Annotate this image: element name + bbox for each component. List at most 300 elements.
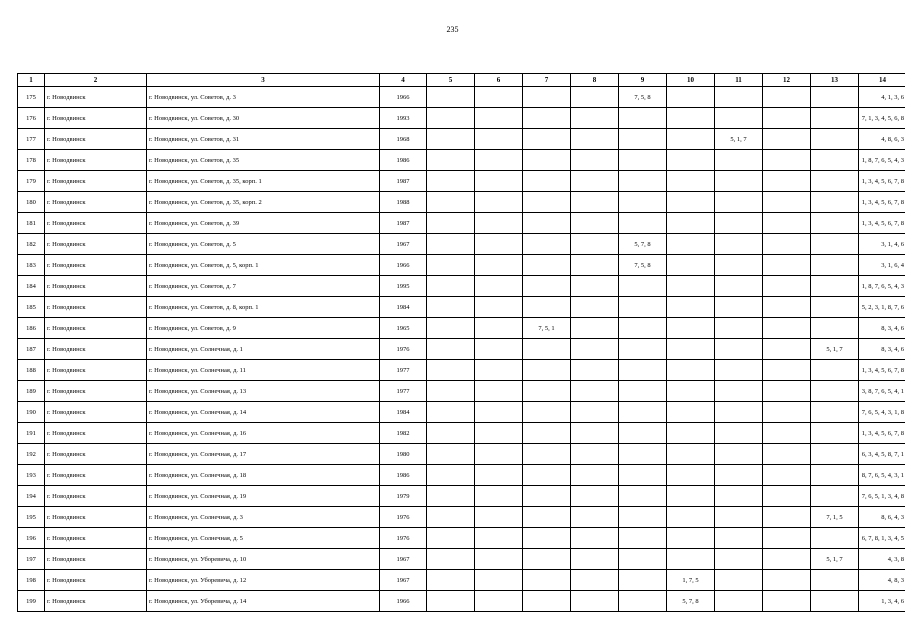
table-cell-col-11 [715, 108, 763, 129]
table-cell-col-3: г. Новодвинск, ул. Солнечная, д. 5 [147, 528, 380, 549]
column-header-11: 11 [715, 74, 763, 87]
table-cell-col-3: г. Новодвинск, ул. Советов, д. 3 [147, 87, 380, 108]
table-cell-col-12 [763, 528, 811, 549]
table-cell-col-6 [475, 129, 523, 150]
table-row [18, 360, 905, 381]
table-cell-col-12 [763, 129, 811, 150]
table-cell-col-5 [427, 129, 475, 150]
table-cell-col-8 [571, 423, 619, 444]
table-cell-col-12 [763, 570, 811, 591]
table-cell-col-1: 183 [18, 255, 45, 276]
column-header-4: 4 [380, 74, 427, 87]
table-cell-col-14: 4, 1, 3, 6 [859, 87, 905, 108]
table-cell-col-3: г. Новодвинск, ул. Советов, д. 5, корп. 1 [147, 255, 380, 276]
table-cell-col-10 [667, 549, 715, 570]
table-cell-col-9 [619, 171, 667, 192]
table-cell-col-11 [715, 87, 763, 108]
table-cell-col-7 [523, 129, 571, 150]
table-cell-col-5 [427, 276, 475, 297]
table-cell-col-7 [523, 549, 571, 570]
column-header-8: 8 [571, 74, 619, 87]
table-cell-col-2: г. Новодвинск [45, 213, 147, 234]
table-cell-col-4: 1977 [380, 381, 427, 402]
table-cell-col-9 [619, 591, 667, 612]
table-cell-col-13 [811, 87, 859, 108]
table-cell-col-10 [667, 87, 715, 108]
table-cell-col-14: 3, 8, 7, 6, 5, 4, 1 [859, 381, 905, 402]
table-cell-col-13 [811, 192, 859, 213]
table-cell-col-14: 6, 7, 8, 1, 3, 4, 5 [859, 528, 905, 549]
table-cell-col-11 [715, 255, 763, 276]
table-cell-col-2: г. Новодвинск [45, 507, 147, 528]
table-cell-col-12 [763, 549, 811, 570]
table-cell-col-7 [523, 255, 571, 276]
table-cell-col-4: 1976 [380, 339, 427, 360]
table-cell-col-10 [667, 402, 715, 423]
table-cell-col-4: 1986 [380, 465, 427, 486]
table-cell-col-5 [427, 402, 475, 423]
table-cell-col-6 [475, 150, 523, 171]
table-cell-col-6 [475, 528, 523, 549]
table-cell-col-12 [763, 297, 811, 318]
table-cell-col-8 [571, 507, 619, 528]
table-cell-col-9 [619, 444, 667, 465]
table-cell-col-13 [811, 402, 859, 423]
table-cell-col-6 [475, 318, 523, 339]
table-cell-col-13 [811, 276, 859, 297]
table-cell-col-2: г. Новодвинск [45, 360, 147, 381]
table-cell-col-7 [523, 87, 571, 108]
table-cell-col-7 [523, 192, 571, 213]
table-cell-col-2: г. Новодвинск [45, 423, 147, 444]
table-cell-col-5 [427, 171, 475, 192]
table-cell-col-8 [571, 129, 619, 150]
table-cell-col-9 [619, 381, 667, 402]
table-cell-col-7 [523, 402, 571, 423]
table-cell-col-9 [619, 129, 667, 150]
table-cell-col-6 [475, 402, 523, 423]
table-cell-col-11 [715, 213, 763, 234]
table-cell-col-1: 188 [18, 360, 45, 381]
table-cell-col-6 [475, 360, 523, 381]
table-cell-col-3: г. Новодвинск, ул. Советов, д. 35 [147, 150, 380, 171]
column-header-1: 1 [18, 74, 45, 87]
table-cell-col-10 [667, 150, 715, 171]
table-cell-col-1: 176 [18, 108, 45, 129]
table-cell-col-12 [763, 381, 811, 402]
table-cell-col-14: 4, 8, 3 [859, 570, 905, 591]
table-cell-col-13: 5, 1, 7 [811, 549, 859, 570]
table-cell-col-8 [571, 486, 619, 507]
table-cell-col-3: г. Новодвинск, ул. Солнечная, д. 14 [147, 402, 380, 423]
table-cell-col-13 [811, 528, 859, 549]
table-row [18, 570, 905, 591]
table-cell-col-7 [523, 423, 571, 444]
table-cell-col-2: г. Новодвинск [45, 591, 147, 612]
table-cell-col-7 [523, 360, 571, 381]
table-cell-col-5 [427, 87, 475, 108]
table-cell-col-8 [571, 570, 619, 591]
table-cell-col-6 [475, 339, 523, 360]
table-cell-col-10 [667, 486, 715, 507]
table-cell-col-12 [763, 591, 811, 612]
column-header-14: 14 [859, 74, 905, 87]
table-cell-col-8 [571, 234, 619, 255]
table-cell-col-9: 7, 5, 8 [619, 255, 667, 276]
table-cell-col-8 [571, 150, 619, 171]
table-cell-col-11 [715, 507, 763, 528]
table-cell-col-2: г. Новодвинск [45, 402, 147, 423]
table-cell-col-7 [523, 528, 571, 549]
table-cell-col-11 [715, 444, 763, 465]
table-cell-col-8 [571, 192, 619, 213]
table-cell-col-1: 189 [18, 381, 45, 402]
table-cell-col-7 [523, 486, 571, 507]
table-cell-col-10 [667, 423, 715, 444]
table-body [18, 87, 905, 612]
table-cell-col-13: 7, 1, 5 [811, 507, 859, 528]
table-cell-col-2: г. Новодвинск [45, 129, 147, 150]
table-cell-col-13 [811, 381, 859, 402]
table-cell-col-4: 1966 [380, 255, 427, 276]
table-cell-col-8 [571, 255, 619, 276]
table-cell-col-14: 3, 1, 6, 4 [859, 255, 905, 276]
table-cell-col-10 [667, 213, 715, 234]
table-cell-col-11 [715, 171, 763, 192]
column-header-12: 12 [763, 74, 811, 87]
table-cell-col-3: г. Новодвинск, ул. Советов, д. 7 [147, 276, 380, 297]
table-cell-col-3: г. Новодвинск, ул. Уборевича, д. 10 [147, 549, 380, 570]
table-cell-col-14: 7, 6, 5, 4, 3, 1, 8 [859, 402, 905, 423]
table-cell-col-7 [523, 444, 571, 465]
table-cell-col-13 [811, 129, 859, 150]
table-cell-col-10 [667, 339, 715, 360]
table-cell-col-12 [763, 213, 811, 234]
table-row [18, 171, 905, 192]
table-cell-col-7 [523, 234, 571, 255]
table-cell-col-3: г. Новодвинск, ул. Советов, д. 5 [147, 234, 380, 255]
table-cell-col-10: 1, 7, 5 [667, 570, 715, 591]
table-cell-col-8 [571, 591, 619, 612]
table-cell-col-4: 1977 [380, 360, 427, 381]
register-table [17, 73, 905, 612]
table-cell-col-10: 5, 7, 8 [667, 591, 715, 612]
table-cell-col-13 [811, 234, 859, 255]
table-cell-col-13 [811, 213, 859, 234]
table-cell-col-8 [571, 213, 619, 234]
table-cell-col-6 [475, 171, 523, 192]
table-cell-col-11 [715, 150, 763, 171]
table-cell-col-1: 180 [18, 192, 45, 213]
table-cell-col-8 [571, 276, 619, 297]
table-cell-col-14: 3, 1, 4, 6 [859, 234, 905, 255]
table-row [18, 276, 905, 297]
table-cell-col-2: г. Новодвинск [45, 297, 147, 318]
table-cell-col-5 [427, 150, 475, 171]
table-cell-col-4: 1993 [380, 108, 427, 129]
table-row [18, 150, 905, 171]
table-cell-col-13: 5, 1, 7 [811, 339, 859, 360]
table-cell-col-9: 7, 5, 8 [619, 87, 667, 108]
table-cell-col-8 [571, 339, 619, 360]
table-cell-col-8 [571, 402, 619, 423]
table-cell-col-5 [427, 297, 475, 318]
table-cell-col-6 [475, 423, 523, 444]
table-cell-col-12 [763, 507, 811, 528]
table-cell-col-5 [427, 213, 475, 234]
table-cell-col-12 [763, 444, 811, 465]
table-cell-col-14: 8, 6, 4, 3 [859, 507, 905, 528]
table-cell-col-10 [667, 318, 715, 339]
table-cell-col-5 [427, 423, 475, 444]
table-cell-col-8 [571, 381, 619, 402]
table-cell-col-14: 1, 3, 4, 5, 6, 7, 8 [859, 213, 905, 234]
table-cell-col-13 [811, 150, 859, 171]
table-cell-col-6 [475, 192, 523, 213]
table-cell-col-12 [763, 87, 811, 108]
table-cell-col-6 [475, 381, 523, 402]
table-cell-col-12 [763, 150, 811, 171]
table-row [18, 528, 905, 549]
table-cell-col-1: 182 [18, 234, 45, 255]
table-cell-col-13 [811, 423, 859, 444]
table-cell-col-11 [715, 318, 763, 339]
table-row [18, 213, 905, 234]
table-cell-col-2: г. Новодвинск [45, 255, 147, 276]
table-cell-col-12 [763, 255, 811, 276]
table-cell-col-1: 194 [18, 486, 45, 507]
table-cell-col-3: г. Новодвинск, ул. Советов, д. 39 [147, 213, 380, 234]
table-cell-col-3: г. Новодвинск, ул. Солнечная, д. 1 [147, 339, 380, 360]
table-cell-col-2: г. Новодвинск [45, 108, 147, 129]
table-cell-col-11 [715, 528, 763, 549]
table-cell-col-1: 195 [18, 507, 45, 528]
table-row [18, 591, 905, 612]
table-cell-col-2: г. Новодвинск [45, 486, 147, 507]
table-cell-col-6 [475, 276, 523, 297]
table-cell-col-14: 5, 2, 3, 1, 8, 7, 6 [859, 297, 905, 318]
table-cell-col-14: 1, 3, 4, 5, 6, 7, 8 [859, 423, 905, 444]
table-row [18, 318, 905, 339]
table-cell-col-4: 1984 [380, 402, 427, 423]
table-cell-col-9 [619, 276, 667, 297]
table-cell-col-1: 177 [18, 129, 45, 150]
table-cell-col-8 [571, 171, 619, 192]
table-cell-col-1: 190 [18, 402, 45, 423]
table-cell-col-2: г. Новодвинск [45, 150, 147, 171]
table-cell-col-9 [619, 318, 667, 339]
table-cell-col-7 [523, 591, 571, 612]
table-cell-col-5 [427, 255, 475, 276]
table-cell-col-11 [715, 570, 763, 591]
table-cell-col-13 [811, 591, 859, 612]
table-cell-col-1: 178 [18, 150, 45, 171]
table-cell-col-5 [427, 444, 475, 465]
table-cell-col-14: 8, 3, 4, 6 [859, 318, 905, 339]
table-cell-col-1: 187 [18, 339, 45, 360]
table-cell-col-9 [619, 339, 667, 360]
table-cell-col-8 [571, 318, 619, 339]
table-cell-col-1: 198 [18, 570, 45, 591]
table-row [18, 255, 905, 276]
table-cell-col-7 [523, 276, 571, 297]
table-cell-col-6 [475, 444, 523, 465]
table-cell-col-6 [475, 234, 523, 255]
table-cell-col-7 [523, 381, 571, 402]
table-cell-col-6 [475, 87, 523, 108]
table-cell-col-14: 7, 6, 5, 1, 3, 4, 8 [859, 486, 905, 507]
table-cell-col-1: 193 [18, 465, 45, 486]
table-cell-col-12 [763, 402, 811, 423]
table-cell-col-12 [763, 171, 811, 192]
table-cell-col-12 [763, 486, 811, 507]
table-cell-col-1: 196 [18, 528, 45, 549]
table-cell-col-5 [427, 339, 475, 360]
table-cell-col-12 [763, 465, 811, 486]
table-header-row [18, 74, 905, 87]
table-cell-col-5 [427, 486, 475, 507]
table-cell-col-14: 4, 8, 6, 3 [859, 129, 905, 150]
table-cell-col-13 [811, 171, 859, 192]
table-cell-col-12 [763, 108, 811, 129]
table-cell-col-12 [763, 423, 811, 444]
table-cell-col-11 [715, 192, 763, 213]
table-cell-col-5 [427, 549, 475, 570]
table-cell-col-9 [619, 192, 667, 213]
table-cell-col-1: 179 [18, 171, 45, 192]
table-cell-col-11 [715, 549, 763, 570]
table-cell-col-10 [667, 192, 715, 213]
table-cell-col-1: 181 [18, 213, 45, 234]
table-cell-col-1: 185 [18, 297, 45, 318]
table-cell-col-2: г. Новодвинск [45, 444, 147, 465]
table-cell-col-5 [427, 234, 475, 255]
table-cell-col-3: г. Новодвинск, ул. Уборевича, д. 12 [147, 570, 380, 591]
table-cell-col-2: г. Новодвинск [45, 171, 147, 192]
table-cell-col-2: г. Новодвинск [45, 465, 147, 486]
table-cell-col-11 [715, 402, 763, 423]
table-cell-col-11 [715, 297, 763, 318]
table-cell-col-3: г. Новодвинск, ул. Солнечная, д. 13 [147, 381, 380, 402]
table-cell-col-3: г. Новодвинск, ул. Советов, д. 8, корп. 1 [147, 297, 380, 318]
table-cell-col-14: 1, 8, 7, 6, 5, 4, 3 [859, 276, 905, 297]
table-cell-col-10 [667, 528, 715, 549]
table-row [18, 465, 905, 486]
table-cell-col-9 [619, 402, 667, 423]
table-row [18, 129, 905, 150]
table-cell-col-4: 1979 [380, 486, 427, 507]
table-cell-col-1: 192 [18, 444, 45, 465]
table-cell-col-14: 4, 3, 8 [859, 549, 905, 570]
table-cell-col-1: 175 [18, 87, 45, 108]
table-cell-col-2: г. Новодвинск [45, 192, 147, 213]
table-cell-col-4: 1982 [380, 423, 427, 444]
table-row [18, 108, 905, 129]
table-cell-col-4: 1988 [380, 192, 427, 213]
table-cell-col-13 [811, 318, 859, 339]
column-header-6: 6 [475, 74, 523, 87]
table-cell-col-9 [619, 213, 667, 234]
table-cell-col-14: 1, 3, 4, 5, 6, 7, 8 [859, 192, 905, 213]
table-cell-col-5 [427, 528, 475, 549]
page-number: 235 [446, 25, 459, 34]
table-cell-col-10 [667, 507, 715, 528]
table-cell-col-13 [811, 465, 859, 486]
table-cell-col-9 [619, 486, 667, 507]
table-cell-col-4: 1976 [380, 528, 427, 549]
table-cell-col-5 [427, 381, 475, 402]
table-cell-col-10 [667, 129, 715, 150]
table-cell-col-7 [523, 465, 571, 486]
table-cell-col-10 [667, 465, 715, 486]
table-cell-col-4: 1987 [380, 171, 427, 192]
table-cell-col-8 [571, 360, 619, 381]
table-cell-col-11 [715, 360, 763, 381]
table-row [18, 507, 905, 528]
table-cell-col-1: 199 [18, 591, 45, 612]
table-cell-col-2: г. Новодвинск [45, 549, 147, 570]
table-cell-col-4: 1968 [380, 129, 427, 150]
table-cell-col-2: г. Новодвинск [45, 276, 147, 297]
table-cell-col-3: г. Новодвинск, ул. Солнечная, д. 3 [147, 507, 380, 528]
table-cell-col-11 [715, 276, 763, 297]
table-cell-col-12 [763, 318, 811, 339]
column-header-9: 9 [619, 74, 667, 87]
table-row [18, 381, 905, 402]
table-cell-col-5 [427, 465, 475, 486]
table-cell-col-4: 1967 [380, 549, 427, 570]
table-cell-col-12 [763, 276, 811, 297]
table-cell-col-14: 1, 3, 4, 6 [859, 591, 905, 612]
table-cell-col-10 [667, 297, 715, 318]
table-cell-col-14: 7, 1, 3, 4, 5, 6, 8 [859, 108, 905, 129]
table-cell-col-5 [427, 591, 475, 612]
table-cell-col-8 [571, 87, 619, 108]
table-cell-col-4: 1967 [380, 570, 427, 591]
table-cell-col-9 [619, 423, 667, 444]
table-cell-col-9 [619, 570, 667, 591]
table-cell-col-10 [667, 381, 715, 402]
table-row [18, 486, 905, 507]
table-cell-col-6 [475, 297, 523, 318]
table-cell-col-6 [475, 591, 523, 612]
table-row [18, 339, 905, 360]
table-cell-col-8 [571, 444, 619, 465]
table-cell-col-1: 184 [18, 276, 45, 297]
table-cell-col-14: 1, 8, 7, 6, 5, 4, 3 [859, 150, 905, 171]
table-cell-col-4: 1967 [380, 234, 427, 255]
table-row [18, 234, 905, 255]
table-cell-col-2: г. Новодвинск [45, 570, 147, 591]
table-cell-col-4: 1986 [380, 150, 427, 171]
table-cell-col-11 [715, 591, 763, 612]
table-cell-col-2: г. Новодвинск [45, 528, 147, 549]
table-cell-col-4: 1966 [380, 591, 427, 612]
table-cell-col-8 [571, 297, 619, 318]
table-cell-col-11 [715, 339, 763, 360]
table-cell-col-6 [475, 570, 523, 591]
table-cell-col-5 [427, 192, 475, 213]
table-cell-col-3: г. Новодвинск, ул. Солнечная, д. 11 [147, 360, 380, 381]
table-cell-col-9 [619, 360, 667, 381]
table-cell-col-13 [811, 486, 859, 507]
table-cell-col-1: 191 [18, 423, 45, 444]
table-cell-col-2: г. Новодвинск [45, 87, 147, 108]
table-cell-col-13 [811, 360, 859, 381]
table-cell-col-13 [811, 297, 859, 318]
column-header-3: 3 [147, 74, 380, 87]
table-cell-col-14: 8, 7, 6, 5, 4, 3, 1 [859, 465, 905, 486]
